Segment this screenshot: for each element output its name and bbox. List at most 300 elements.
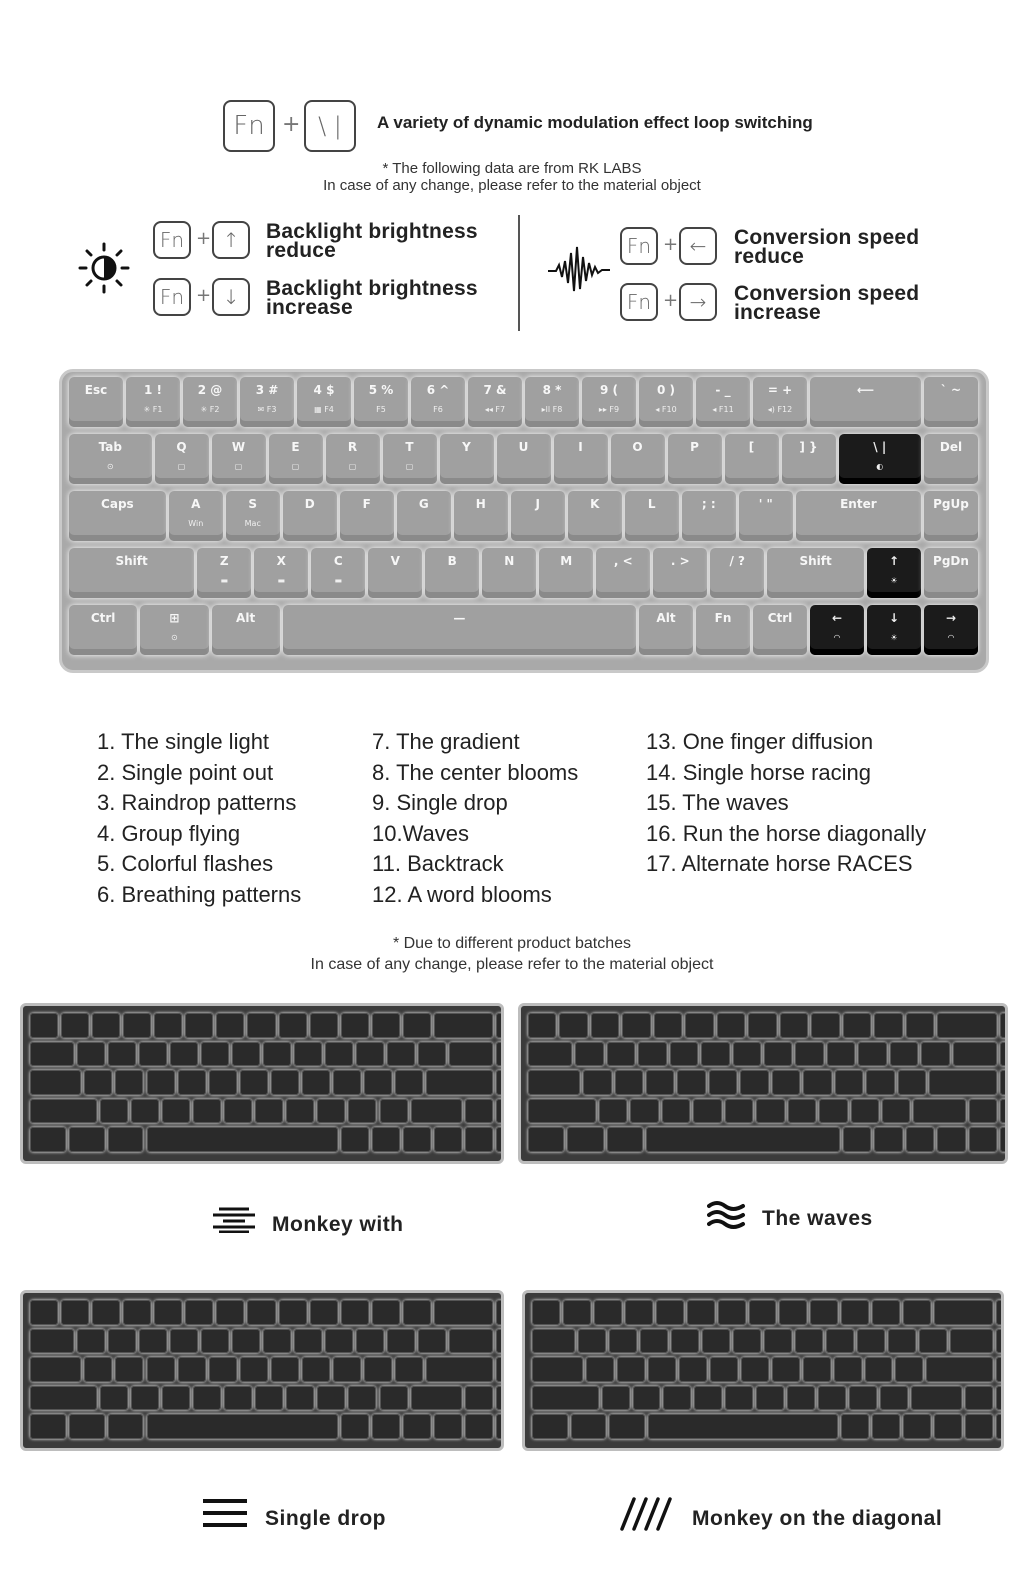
- mini-key: [583, 1070, 611, 1095]
- mini-key: [950, 1329, 993, 1354]
- mini-key: [591, 1013, 619, 1038]
- mini-key: [599, 1099, 627, 1124]
- key-sub-legend: ◂ F10: [655, 405, 677, 414]
- mini-key: [528, 1070, 580, 1095]
- mini-key: [872, 1300, 900, 1325]
- mini-key: [953, 1042, 997, 1067]
- mini-key: [279, 1300, 307, 1325]
- key-legend: H: [475, 497, 486, 511]
- mini-key: [843, 1013, 871, 1038]
- mini-key: [348, 1386, 376, 1411]
- key-legend: Fn: [714, 611, 732, 625]
- mini-key: [185, 1300, 213, 1325]
- mini-key: [937, 1127, 965, 1152]
- mini-key: [286, 1386, 314, 1411]
- mini-key: [890, 1042, 918, 1067]
- mini-key: [139, 1329, 167, 1354]
- key-row2-12: [782, 434, 836, 484]
- key-row2-3: [269, 434, 323, 484]
- key-legend: 9 (: [599, 383, 618, 397]
- mini-key: [201, 1329, 229, 1354]
- key-row4-1: [197, 548, 251, 598]
- key-sub-legend: ✳ F2: [200, 405, 220, 414]
- key-legend: PgUp: [933, 497, 969, 511]
- mini-key: [333, 1070, 361, 1095]
- key-legend: 2 @: [197, 383, 223, 397]
- key-sub-legend: ⊙: [171, 633, 178, 642]
- key-legend: X: [276, 554, 286, 568]
- key-sub-legend: ◂) F12: [767, 405, 793, 414]
- key-legend: I: [578, 440, 583, 454]
- example-keyboard-1: [20, 1003, 504, 1164]
- key-legend: - _: [715, 383, 731, 397]
- key-legend: Tab: [98, 440, 122, 454]
- key-legend: M: [560, 554, 573, 568]
- mini-key: [834, 1357, 862, 1382]
- mini-key: [663, 1386, 691, 1411]
- brightness-sun-icon: [78, 242, 130, 294]
- mini-key: [123, 1300, 151, 1325]
- key-row2-9: [611, 434, 665, 484]
- mini-key: [532, 1386, 599, 1411]
- mini-key: [465, 1386, 493, 1411]
- mini-key: [193, 1099, 221, 1124]
- mini-key: [866, 1070, 894, 1095]
- key-row4-11: [767, 548, 864, 598]
- mini-key: [677, 1070, 705, 1095]
- mini-key: [372, 1300, 400, 1325]
- mini-key: [380, 1099, 408, 1124]
- mini-key: [147, 1127, 338, 1152]
- effect-item: 10.Waves: [372, 820, 470, 846]
- key-row4-10: [710, 548, 764, 598]
- mini-key: [656, 1300, 684, 1325]
- key-row3-3: [283, 491, 337, 541]
- mini-key: [926, 1357, 993, 1382]
- key-row2-6: [440, 434, 494, 484]
- mini-key: [929, 1070, 997, 1095]
- mini-key: [255, 1386, 283, 1411]
- mini-key: [131, 1099, 159, 1124]
- mini-key: [247, 1300, 275, 1325]
- key-legend: ` ~: [940, 383, 962, 397]
- mini-key: [465, 1414, 493, 1439]
- key-row1-10: [639, 377, 693, 427]
- key-legend: W: [231, 440, 246, 454]
- mini-key: [209, 1070, 237, 1095]
- mini-key: [996, 1329, 1004, 1354]
- mini-key: [139, 1042, 167, 1067]
- backslash-keycap: \ |: [304, 100, 356, 152]
- mini-key: [115, 1357, 143, 1382]
- effect-item: 9. Single drop: [372, 790, 508, 815]
- mini-key: [162, 1099, 190, 1124]
- mini-key: [528, 1127, 564, 1152]
- mini-key: [803, 1357, 831, 1382]
- mini-key: [193, 1386, 221, 1411]
- speed-increase-label: Conversion speed increase: [734, 282, 920, 324]
- key-legend: ] }: [799, 440, 818, 454]
- mini-key: [934, 1300, 993, 1325]
- keyboard-layout-diagram: [59, 369, 989, 673]
- mini-key: [341, 1300, 369, 1325]
- mini-key: [607, 1127, 643, 1152]
- key-legend: Caps: [101, 497, 134, 511]
- mini-key: [224, 1099, 252, 1124]
- key-legend: G: [418, 497, 429, 511]
- fn-keycap-brightness-increase: Fn: [153, 278, 191, 316]
- mini-key: [849, 1386, 877, 1411]
- mini-key: [310, 1300, 338, 1325]
- mini-key: [465, 1127, 493, 1152]
- key-row4-13: [924, 548, 978, 598]
- key-row4-9: [653, 548, 707, 598]
- key-row1-5: [354, 377, 408, 427]
- key-row2-4: [326, 434, 380, 484]
- key-row1-13: [810, 377, 921, 427]
- mini-key: [934, 1414, 962, 1439]
- mini-key: [795, 1329, 823, 1354]
- mini-key: [874, 1013, 902, 1038]
- mini-key: [178, 1070, 206, 1095]
- mini-key: [874, 1127, 902, 1152]
- mini-key: [872, 1414, 900, 1439]
- mini-key: [740, 1070, 768, 1095]
- key-row5-9: [924, 605, 978, 655]
- key-sub-legend: ▢: [348, 462, 357, 471]
- key-sub-legend: ▸▸ F9: [598, 405, 620, 414]
- mini-key: [818, 1386, 846, 1411]
- mini-key: [496, 1013, 504, 1038]
- mini-key: [356, 1329, 384, 1354]
- plus-sign: +: [196, 285, 212, 306]
- key-legend: 6 ^: [426, 383, 450, 397]
- key-legend: E: [291, 440, 300, 454]
- mini-key: [372, 1013, 400, 1038]
- wave-lines-icon: [707, 1200, 747, 1230]
- example-caption-4: Monkey on the diagonal: [692, 1507, 943, 1530]
- mini-key: [232, 1042, 260, 1067]
- mini-key: [30, 1099, 97, 1124]
- mini-key: [247, 1013, 275, 1038]
- key-row4-7: [539, 548, 593, 598]
- mini-key: [232, 1329, 260, 1354]
- mini-key: [528, 1099, 596, 1124]
- key-row1-11: [696, 377, 750, 427]
- key-row3-1: [169, 491, 223, 541]
- mini-key: [364, 1070, 392, 1095]
- key-row3-0: [69, 491, 166, 541]
- mini-key: [348, 1099, 376, 1124]
- mini-key: [1000, 1070, 1008, 1095]
- mini-key: [648, 1357, 676, 1382]
- key-row3-2: [226, 491, 280, 541]
- key-sub-legend: ☀: [890, 633, 898, 642]
- mini-key: [403, 1414, 431, 1439]
- key-row1-7: [468, 377, 522, 427]
- mini-key: [333, 1357, 361, 1382]
- mini-key: [30, 1357, 81, 1382]
- example-keyboard-4: [522, 1290, 1004, 1451]
- fn-keycap-speed-reduce: Fn: [620, 227, 658, 265]
- key-legend: F: [362, 497, 371, 511]
- key-legend: ; :: [701, 497, 716, 511]
- mini-key: [756, 1099, 784, 1124]
- key-row2-13: [839, 434, 922, 484]
- fn-keycap: Fn: [223, 100, 275, 152]
- fn-keycap-speed-increase: Fn: [620, 283, 658, 321]
- mini-key: [969, 1099, 997, 1124]
- key-sub-legend: ◠: [947, 633, 955, 642]
- plus-sign: +: [196, 228, 212, 249]
- example-keyboard-3: [20, 1290, 504, 1451]
- mini-key: [286, 1099, 314, 1124]
- arrow-left-keycap: ←: [679, 227, 717, 265]
- key-legend: R: [347, 440, 358, 454]
- mini-key: [178, 1357, 206, 1382]
- mini-key: [387, 1329, 415, 1354]
- mini-key: [30, 1042, 74, 1067]
- key-sub-legend: ◐: [876, 462, 884, 471]
- key-row5-2: [212, 605, 280, 655]
- mini-key: [780, 1013, 808, 1038]
- three-lines-icon: [203, 1498, 247, 1528]
- mini-key: [648, 1414, 838, 1439]
- mini-key: [630, 1099, 658, 1124]
- key-row1-9: [582, 377, 636, 427]
- mini-key: [496, 1414, 504, 1439]
- mini-key: [827, 1042, 855, 1067]
- key-row4-3: [311, 548, 365, 598]
- key-row4-2: [254, 548, 308, 598]
- key-row3-9: [625, 491, 679, 541]
- effect-item: 1. The single light: [97, 729, 270, 754]
- mini-key: [843, 1127, 871, 1152]
- mini-key: [787, 1386, 815, 1411]
- effect-item: 16. Run the horse diagonally: [646, 820, 927, 846]
- key-row5-3: [283, 605, 636, 655]
- mini-key: [594, 1300, 622, 1325]
- key-row1-3: [240, 377, 294, 427]
- mini-key: [638, 1042, 666, 1067]
- example-caption-1: Monkey with: [272, 1213, 404, 1236]
- mini-key: [341, 1013, 369, 1038]
- key-row2-7: [497, 434, 551, 484]
- arrow-up-keycap: ↑: [212, 221, 250, 259]
- mini-key: [965, 1386, 993, 1411]
- mini-key: [108, 1414, 144, 1439]
- mini-key: [100, 1099, 128, 1124]
- key-legend: . >: [670, 554, 690, 568]
- key-row4-6: [482, 548, 536, 598]
- mini-key: [996, 1300, 1004, 1325]
- key-row1-0: [69, 377, 123, 427]
- mini-key: [578, 1329, 606, 1354]
- key-legend: Enter: [840, 497, 877, 511]
- mini-key: [903, 1300, 931, 1325]
- mini-key: [92, 1300, 120, 1325]
- plus-sign: +: [282, 112, 301, 137]
- mini-key: [426, 1070, 493, 1095]
- mini-key: [403, 1127, 431, 1152]
- key-legend: Ctrl: [90, 611, 116, 625]
- key-legend: Q: [176, 440, 187, 454]
- key-sub-legend: ▦ F4: [314, 405, 334, 414]
- mini-key: [449, 1042, 493, 1067]
- mini-key: [532, 1329, 575, 1354]
- mini-key: [811, 1013, 839, 1038]
- key-legend: —: [453, 611, 466, 625]
- mini-key: [418, 1042, 446, 1067]
- effects-list-col2: [372, 727, 578, 910]
- mini-key: [733, 1329, 761, 1354]
- mini-key: [77, 1329, 105, 1354]
- key-row5-5: [696, 605, 750, 655]
- mini-key: [108, 1329, 136, 1354]
- key-row5-7: [810, 605, 864, 655]
- mini-key: [434, 1127, 462, 1152]
- mini-key: [898, 1070, 926, 1095]
- mini-key: [779, 1300, 807, 1325]
- mini-key: [496, 1099, 504, 1124]
- key-legend: V: [390, 554, 400, 568]
- mini-key: [559, 1013, 587, 1038]
- key-legend: 1 !: [144, 383, 162, 397]
- mini-key: [100, 1386, 128, 1411]
- mini-key: [426, 1357, 493, 1382]
- mini-key: [764, 1329, 792, 1354]
- key-sub-legend: ▢: [234, 462, 243, 471]
- mini-key: [30, 1386, 97, 1411]
- mini-key: [694, 1386, 722, 1411]
- mini-key: [528, 1042, 572, 1067]
- example-keyboard-2: [518, 1003, 1008, 1164]
- key-row4-12: [867, 548, 921, 598]
- mini-key: [185, 1013, 213, 1038]
- key-legend: J: [535, 497, 540, 511]
- mini-key: [687, 1300, 715, 1325]
- mini-key: [857, 1329, 885, 1354]
- batch-note-2: In case of any change, please refer to the material object: [310, 956, 714, 973]
- mini-key: [69, 1414, 105, 1439]
- example-caption-3: Single drop: [265, 1507, 386, 1530]
- key-row5-1: [140, 605, 208, 655]
- mini-key: [615, 1070, 643, 1095]
- mini-key: [756, 1386, 784, 1411]
- mini-key: [403, 1013, 431, 1038]
- mini-key: [858, 1042, 886, 1067]
- key-row4-0: [69, 548, 194, 598]
- mini-key: [670, 1042, 698, 1067]
- mini-key: [937, 1013, 997, 1038]
- mini-key: [302, 1070, 330, 1095]
- mini-key: [903, 1414, 931, 1439]
- mini-key: [1000, 1099, 1008, 1124]
- mini-key: [341, 1414, 369, 1439]
- mini-key: [888, 1329, 916, 1354]
- mini-key: [170, 1329, 198, 1354]
- key-legend: , <: [613, 554, 633, 568]
- key-row2-2: [212, 434, 266, 484]
- mini-key: [496, 1042, 504, 1067]
- plus-sign: +: [663, 234, 679, 255]
- key-legend: PgDn: [933, 554, 969, 568]
- mini-key: [710, 1357, 738, 1382]
- header-title: A variety of dynamic modulation effect loop switching: [377, 113, 813, 132]
- mini-key: [496, 1300, 504, 1325]
- section-divider: [518, 215, 520, 331]
- key-sub-legend: Mac: [244, 519, 261, 528]
- effect-item: 2. Single point out: [97, 759, 274, 785]
- key-legend: →: [945, 611, 957, 625]
- key-sub-legend: ▸ll F8: [541, 405, 563, 414]
- key-sub-legend: ▬: [334, 576, 343, 585]
- mini-key: [154, 1013, 182, 1038]
- mini-key: [294, 1329, 322, 1354]
- mini-key: [709, 1070, 737, 1095]
- key-legend: 3 #: [255, 383, 279, 397]
- mini-key: [717, 1013, 745, 1038]
- effect-item: 17. Alternate horse RACES: [646, 851, 913, 876]
- key-sub-legend: ◠: [833, 633, 841, 642]
- mini-key: [921, 1042, 949, 1067]
- key-legend: = +: [767, 383, 793, 397]
- mini-key: [84, 1357, 112, 1382]
- key-sub-legend: ✳ F1: [143, 405, 163, 414]
- key-legend: 0 ): [656, 383, 675, 397]
- key-legend: S: [248, 497, 258, 511]
- effect-item: 3. Raindrop patterns: [97, 790, 297, 815]
- mini-key: [30, 1127, 66, 1152]
- mini-key: [411, 1386, 462, 1411]
- key-sub-legend: ⊙: [106, 462, 114, 471]
- mini-key: [216, 1300, 244, 1325]
- mini-key: [835, 1070, 863, 1095]
- mini-key: [841, 1300, 869, 1325]
- mini-key: [733, 1042, 761, 1067]
- mini-key: [563, 1300, 591, 1325]
- mini-key: [575, 1042, 603, 1067]
- key-legend: B: [447, 554, 457, 568]
- mini-key: [1000, 1127, 1008, 1152]
- key-row1-2: [183, 377, 237, 427]
- header-note-2: In case of any change, please refer to the material object: [323, 177, 701, 194]
- key-row3-6: [454, 491, 508, 541]
- plus-sign: +: [663, 290, 679, 311]
- key-row3-5: [397, 491, 451, 541]
- key-legend: \ |: [873, 440, 887, 454]
- mini-key: [372, 1127, 400, 1152]
- brightness-reduce-label: Backlight brightness reduce: [266, 220, 478, 262]
- mini-key: [617, 1357, 645, 1382]
- mini-key: [209, 1357, 237, 1382]
- mini-key: [84, 1070, 112, 1095]
- mini-key: [567, 1127, 603, 1152]
- key-row4-5: [425, 548, 479, 598]
- key-legend: L: [647, 497, 656, 511]
- effect-item: 5. Colorful flashes: [97, 851, 274, 876]
- mini-key: [895, 1357, 923, 1382]
- mini-key: [496, 1070, 504, 1095]
- key-legend: Shift: [115, 554, 148, 568]
- key-sub-legend: ▢: [177, 462, 186, 471]
- mini-key: [906, 1013, 934, 1038]
- key-legend: D: [304, 497, 315, 511]
- mini-key: [693, 1099, 721, 1124]
- mini-key: [602, 1386, 630, 1411]
- mini-key: [77, 1042, 105, 1067]
- mini-key: [996, 1386, 1004, 1411]
